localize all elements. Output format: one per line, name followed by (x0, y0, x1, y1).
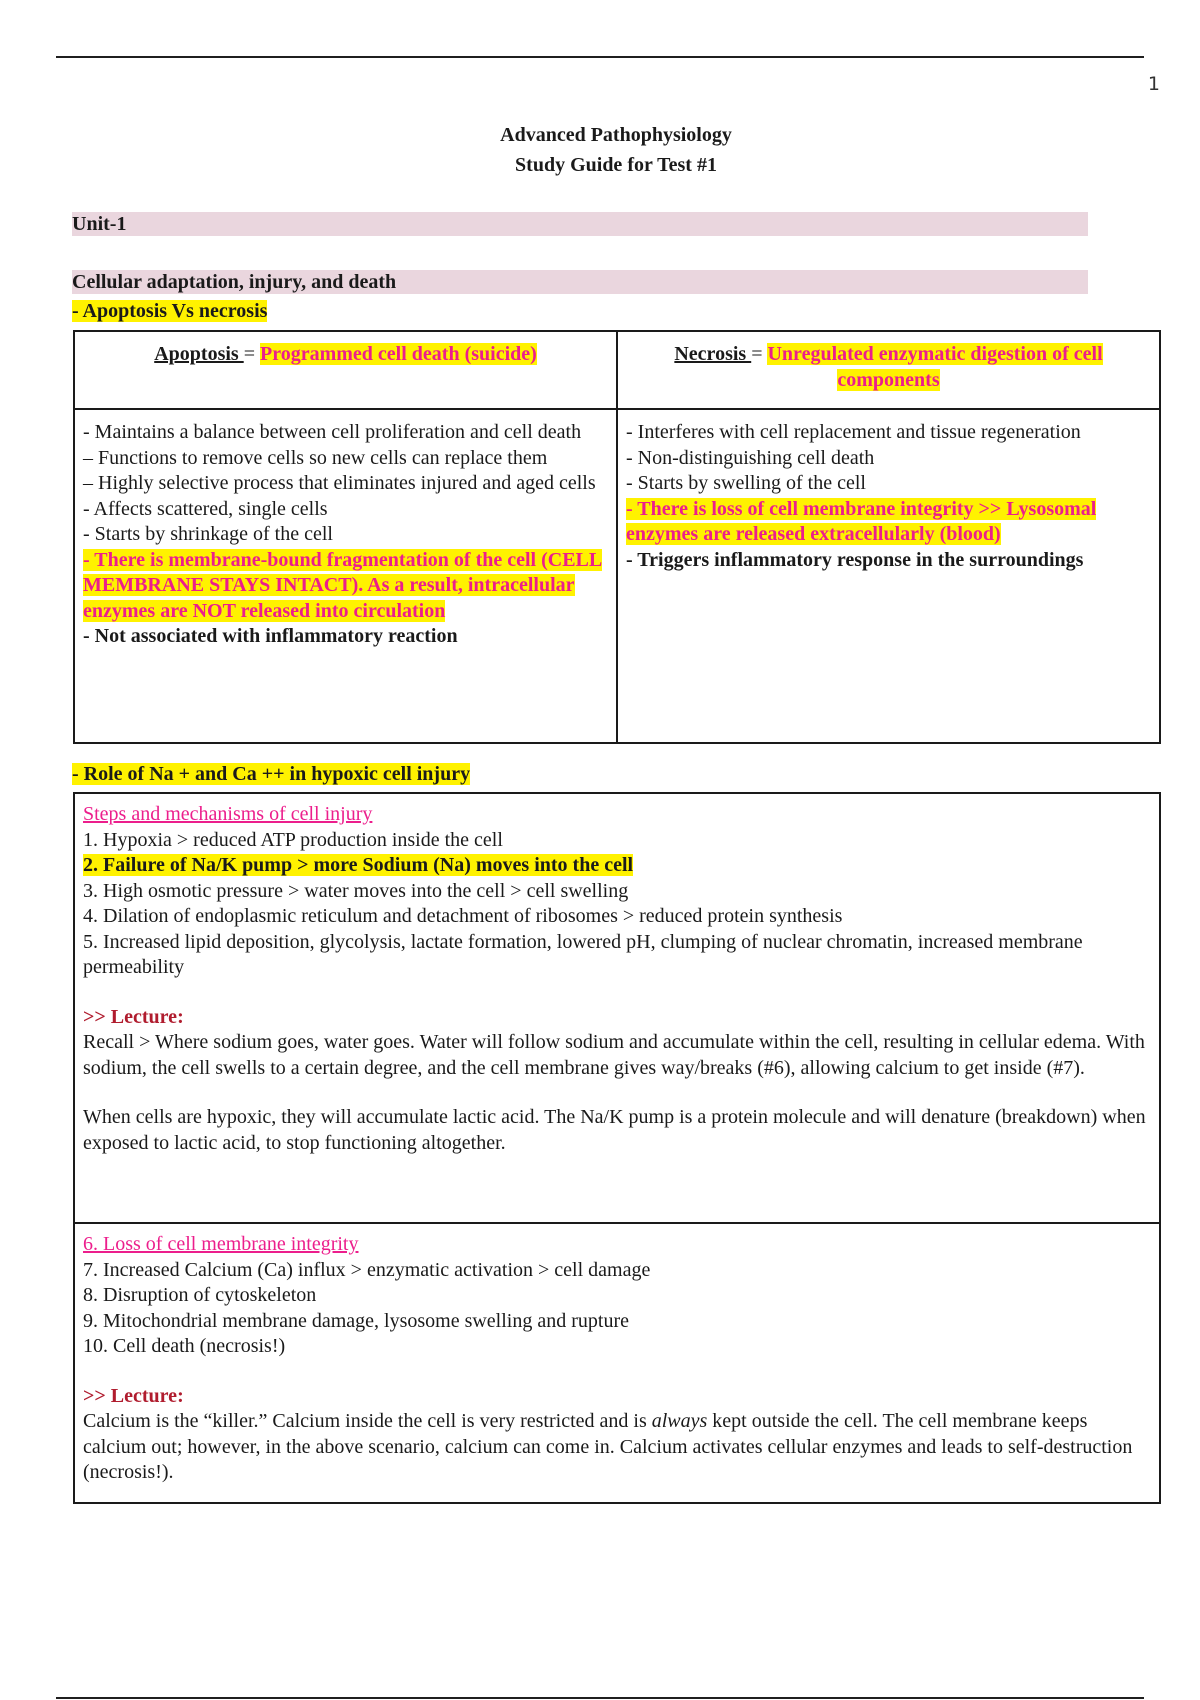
list-item: - Interferes with cell replacement and tissue regeneration (626, 421, 1081, 443)
membrane-integrity-box (73, 1222, 1161, 1504)
cell-injury-steps-box (73, 792, 1161, 1224)
apoptosis-term: Apoptosis (154, 343, 244, 365)
subsection-na-ca-role: - Role of Na + and Ca ++ in hypoxic cell injury (72, 763, 471, 785)
step-10: 10. Cell death (necrosis!) (83, 1335, 286, 1357)
lecture-label: >> Lecture: (83, 1005, 184, 1028)
step-7: 7. Increased Calcium (Ca) influx > enzymatic activation > cell damage (83, 1258, 651, 1281)
step-5: 5. Increased lipid deposition, glycolysis, lactate formation, lowered pH, clumping of nuclear chromatin, increased membrane permeability (83, 930, 1083, 978)
necrosis-header: Necrosis = Unregulated enzymatic digestion of cell components (617, 331, 1160, 409)
step-8: 8. Disruption of cytoskeleton (83, 1284, 317, 1306)
list-item-bold: - Not associated with inflammatory reaction (83, 625, 458, 647)
apoptosis-definition: Programmed cell death (suicide) (259, 343, 537, 365)
apoptosis-details (74, 409, 617, 743)
step-9: 9. Mitochondrial membrane damage, lysosome swelling and rupture (83, 1309, 629, 1332)
unit-band (72, 212, 1088, 236)
steps-link[interactable]: Steps and mechanisms of cell injury (83, 803, 373, 825)
section-band (72, 270, 1088, 294)
lecture-paragraph: Calcium is the “killer.” Calcium inside the cell is very restricted and is always kept outside the cell. The cell membrane keeps calcium out; however, in the above scenario, calcium can come in. Calcium activates cellular enzymes and leads to self-destruction (necrosis!). (83, 1410, 1133, 1483)
step-4: 4. Dilation of endoplasmic reticulum and detachment of ribosomes > reduced protein synthesis (83, 905, 843, 927)
list-item: - Starts by shrinkage of the cell (83, 523, 333, 545)
list-item: – Functions to remove cells so new cells can replace them (83, 446, 548, 469)
lecture-paragraph: Recall > Where sodium goes, water goes. Water will follow sodium and accumulate within the cell, resulting in cellular edema. With sodium, the cell swells to a certain degree, and the cell membrane gives way/breaks (#6), allowing calcium to get inside (#7). (83, 1031, 1145, 1079)
lecture-paragraph: When cells are hypoxic, they will accumulate lactic acid. The Na/K pump is a protein molecule and will denature (breakdown) when exposed to lactic acid, to stop functioning altogether. (83, 1106, 1146, 1154)
step-1: 1. Hypoxia > reduced ATP production inside the cell (83, 828, 503, 851)
necrosis-definition: Unregulated enzymatic digestion of cell components (767, 343, 1103, 391)
list-item: - Affects scattered, single cells (83, 497, 328, 520)
step-2: 2. Failure of Na/K pump > more Sodium (Na) moves into the cell (83, 854, 634, 876)
list-item: - Starts by swelling of the cell (626, 472, 866, 494)
top-rule (56, 56, 1144, 58)
step-3: 3. High osmotic pressure > water moves into the cell > cell swelling (83, 879, 629, 902)
membrane-integrity-link[interactable]: 6. Loss of cell membrane integrity (83, 1233, 359, 1255)
comparison-table (73, 330, 1161, 744)
necrosis-term: Necrosis (674, 343, 752, 365)
list-item: - Non-distinguishing cell death (626, 446, 875, 469)
doc-subtitle: Study Guide for Test #1 (515, 154, 717, 176)
section-heading: Cellular adaptation, injury, and death (72, 271, 397, 293)
lecture-label: >> Lecture: (83, 1384, 184, 1407)
unit-label: Unit-1 (72, 213, 127, 235)
list-item: - Maintains a balance between cell proliferation and cell death (83, 421, 582, 443)
list-item-highlight: - There is membrane-bound fragmentation of the cell (CELL MEMBRANE STAYS INTACT). As a result, intracellular enzymes are NOT released into circulation (83, 548, 603, 622)
subsection-apoptosis-vs-necrosis: - Apoptosis Vs necrosis (72, 300, 268, 322)
list-item-bold: - Triggers inflammatory response in the surroundings (626, 548, 1084, 571)
necrosis-details (617, 409, 1160, 743)
list-item-highlight: - There is loss of cell membrane integrity >> Lysosomal enzymes are released extracellularly (blood) (626, 497, 1097, 545)
doc-title: Advanced Pathophysiology (500, 124, 732, 146)
page-number: 1 (1147, 73, 1160, 95)
apoptosis-header: Apoptosis = Programmed cell death (suicide) (74, 331, 617, 409)
bottom-rule (56, 1697, 1144, 1699)
list-item: – Highly selective process that eliminates injured and aged cells (83, 472, 596, 494)
